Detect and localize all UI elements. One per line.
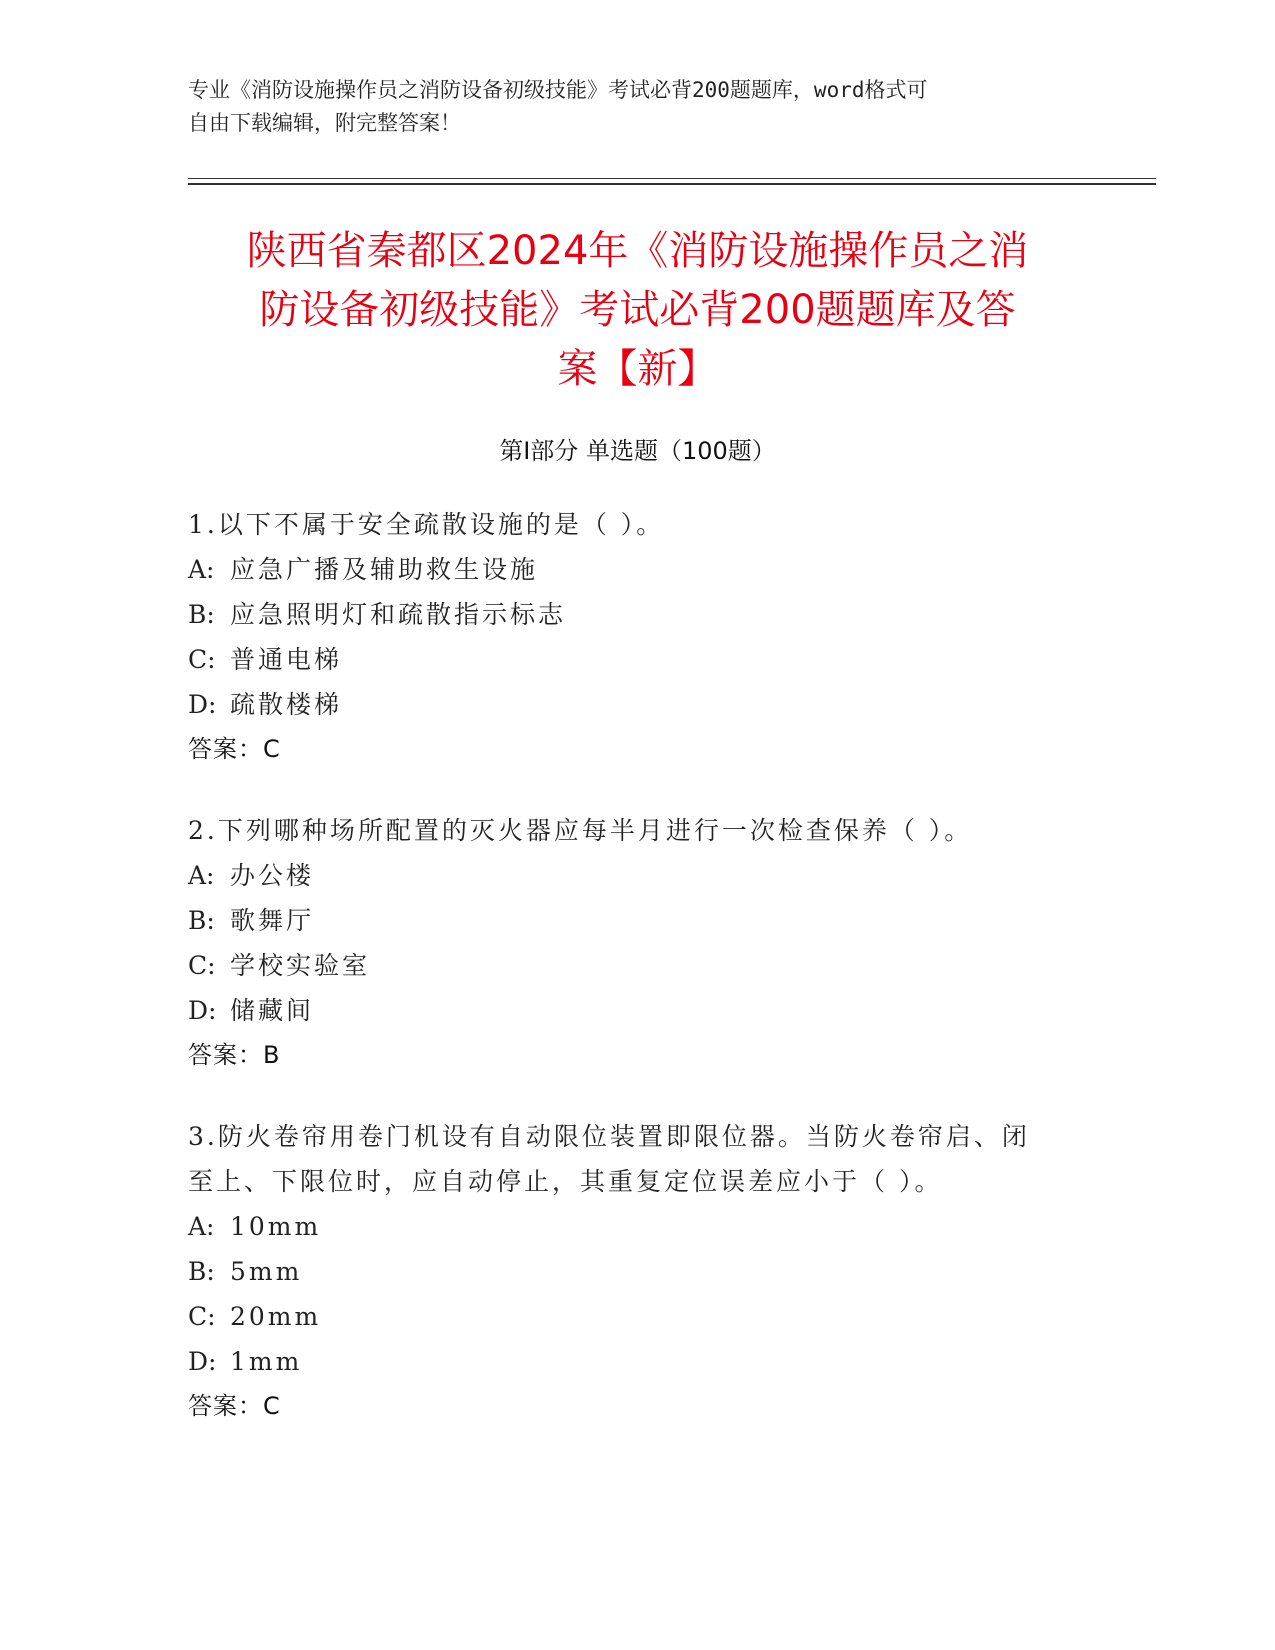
question-stem-line-1: 3.防火卷帘用卷门机设有自动限位装置即限位器。当防火卷帘启、闭 xyxy=(188,1122,1030,1151)
question-2 xyxy=(188,808,1108,1078)
header-divider-thick xyxy=(188,183,1156,185)
question-stem: 1.以下不属于安全疏散设施的是（ ）。 xyxy=(188,510,665,539)
answer: 答案：B xyxy=(188,1041,281,1069)
option-text: 5mm xyxy=(230,1257,303,1286)
option-label: D: xyxy=(188,996,217,1025)
header-note-line-1: 专业《消防设施操作员之消防设备初级技能》考试必背200题题库，word格式可 xyxy=(188,78,928,102)
option-a xyxy=(188,1204,1108,1249)
answer: 答案：C xyxy=(188,1392,281,1420)
option-text: 学校实验室 xyxy=(230,951,371,980)
option-label: C: xyxy=(188,1302,216,1331)
option-label: A: xyxy=(188,555,215,584)
option-text: 20mm xyxy=(230,1302,322,1331)
option-a xyxy=(188,547,1108,592)
option-text: 1mm xyxy=(230,1347,303,1376)
page-title-line-2: 防设备初级技能》考试必背200题题库及答 xyxy=(259,287,1016,333)
option-label: B: xyxy=(188,600,215,629)
option-label: D: xyxy=(188,690,217,719)
option-text: 普通电梯 xyxy=(230,645,343,674)
option-c xyxy=(188,637,1108,682)
option-a xyxy=(188,853,1108,898)
question-stem-line-2: 至上、下限位时，应自动停止，其重复定位误差应小于（ ）。 xyxy=(188,1167,943,1196)
page-title-line-1: 陕西省秦都区2024年《消防设施操作员之消 xyxy=(246,228,1029,274)
option-c xyxy=(188,943,1108,988)
header-divider-thin xyxy=(188,178,1156,179)
option-text: 应急照明灯和疏散指示标志 xyxy=(230,600,567,629)
option-c xyxy=(188,1294,1108,1339)
option-label: D: xyxy=(188,1347,217,1376)
option-d xyxy=(188,682,1108,727)
option-text: 办公楼 xyxy=(230,861,315,890)
option-label: A: xyxy=(188,861,215,890)
option-label: A: xyxy=(188,1212,215,1241)
option-d xyxy=(188,988,1108,1033)
question-1 xyxy=(188,502,1108,772)
header-note xyxy=(188,74,1068,140)
option-label: B: xyxy=(188,906,215,935)
header-note-line-2: 自由下载编辑，附完整答案！ xyxy=(188,111,461,135)
option-text: 储藏间 xyxy=(230,996,315,1025)
option-label: B: xyxy=(188,1257,215,1286)
option-b xyxy=(188,1249,1108,1294)
question-3 xyxy=(188,1114,1108,1429)
option-b xyxy=(188,898,1108,943)
option-label: C: xyxy=(188,951,216,980)
option-text: 疏散楼梯 xyxy=(230,690,343,719)
section-title: 第Ⅰ部分 单选题（100题） xyxy=(499,437,776,465)
option-text: 歌舞厅 xyxy=(230,906,315,935)
option-b xyxy=(188,592,1108,637)
page-title-line-3: 案【新】 xyxy=(557,346,718,392)
option-label: C: xyxy=(188,645,216,674)
option-text: 应急广播及辅助救生设施 xyxy=(230,555,539,584)
option-text: 10mm xyxy=(230,1212,322,1241)
answer: 答案：C xyxy=(188,735,281,763)
option-d xyxy=(188,1339,1108,1384)
question-stem: 2.下列哪种场所配置的灭火器应每半月进行一次检查保养（ ）。 xyxy=(188,816,973,845)
page-title xyxy=(150,222,1125,399)
